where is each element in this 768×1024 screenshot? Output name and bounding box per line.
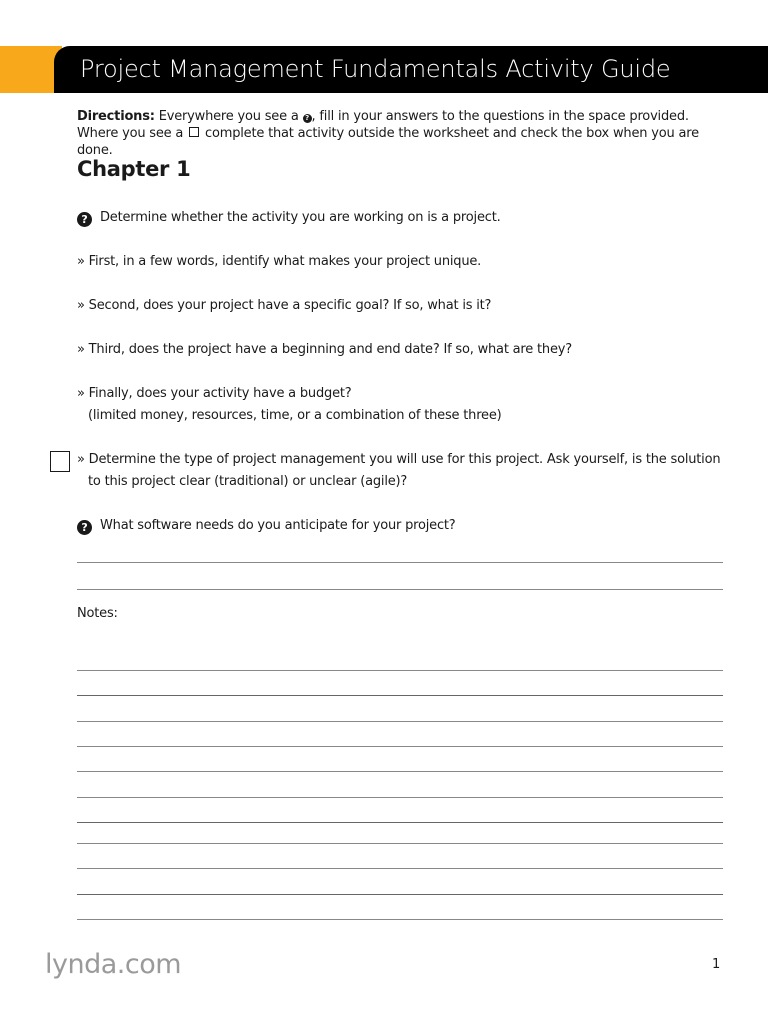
directions-text-2: , fill in your answers to the questions in the space provided. Where you see a	[77, 109, 689, 141]
notes-line[interactable]	[77, 721, 723, 722]
notes-line[interactable]	[77, 746, 723, 747]
prompt-second: » Second, does your project have a specific goal? If so, what is it?	[77, 298, 492, 313]
prompt-third: » Third, does the project have a beginning and end date? If so, what are they?	[77, 342, 572, 357]
directions-text-3: complete that activity outside the worksheet and check the box when you are done.	[77, 126, 699, 158]
prompt-first: » First, in a few words, identify what makes your project unique.	[77, 254, 482, 269]
page-number: 1	[712, 957, 721, 972]
notes-line[interactable]	[77, 919, 723, 920]
logo-text-suffix: .com	[116, 949, 182, 980]
activity-checkbox[interactable]	[50, 451, 70, 472]
header-accent-tab	[0, 46, 62, 93]
header-bar	[54, 46, 768, 93]
lynda-logo	[45, 949, 181, 980]
question-text: Determine whether the activity you are working on is a project.	[100, 210, 501, 225]
notes-line[interactable]	[77, 797, 723, 798]
chapter-heading: Chapter 1	[77, 157, 191, 181]
notes-line[interactable]	[77, 868, 723, 869]
prompt-pm-type-detail: to this project clear (traditional) or unclear (agile)?	[88, 474, 408, 489]
directions-text-1: Everywhere you see a	[154, 109, 303, 124]
notes-line[interactable]	[77, 822, 723, 823]
page-title: Project Management Fundamentals Activity Guide	[80, 55, 671, 83]
prompt-finally: » Finally, does your activity have a budget?	[77, 386, 352, 401]
notes-line[interactable]	[77, 894, 723, 895]
prompt-pm-type: » Determine the type of project management you will use for this project. Ask yourself, is the solution	[77, 452, 721, 467]
notes-label: Notes:	[77, 606, 118, 621]
logo-text-main: lynda	[45, 949, 117, 980]
notes-line[interactable]	[77, 771, 723, 772]
notes-line[interactable]	[77, 695, 723, 696]
question-circle-icon: ?	[77, 212, 92, 227]
directions-label: Directions:	[77, 109, 155, 124]
question-text: What software needs do you anticipate for your project?	[100, 518, 456, 533]
prompt-finally-detail: (limited money, resources, time, or a combination of these three)	[88, 408, 502, 423]
question-circle-icon: ?	[303, 114, 312, 123]
directions	[77, 108, 727, 159]
checkbox-icon	[189, 127, 199, 137]
question-circle-icon: ?	[77, 520, 92, 535]
question-item-software	[77, 515, 456, 537]
answer-line[interactable]	[77, 562, 723, 563]
notes-line[interactable]	[77, 670, 723, 671]
question-item-project	[77, 207, 501, 229]
answer-line[interactable]	[77, 589, 723, 590]
notes-line[interactable]	[77, 843, 723, 844]
